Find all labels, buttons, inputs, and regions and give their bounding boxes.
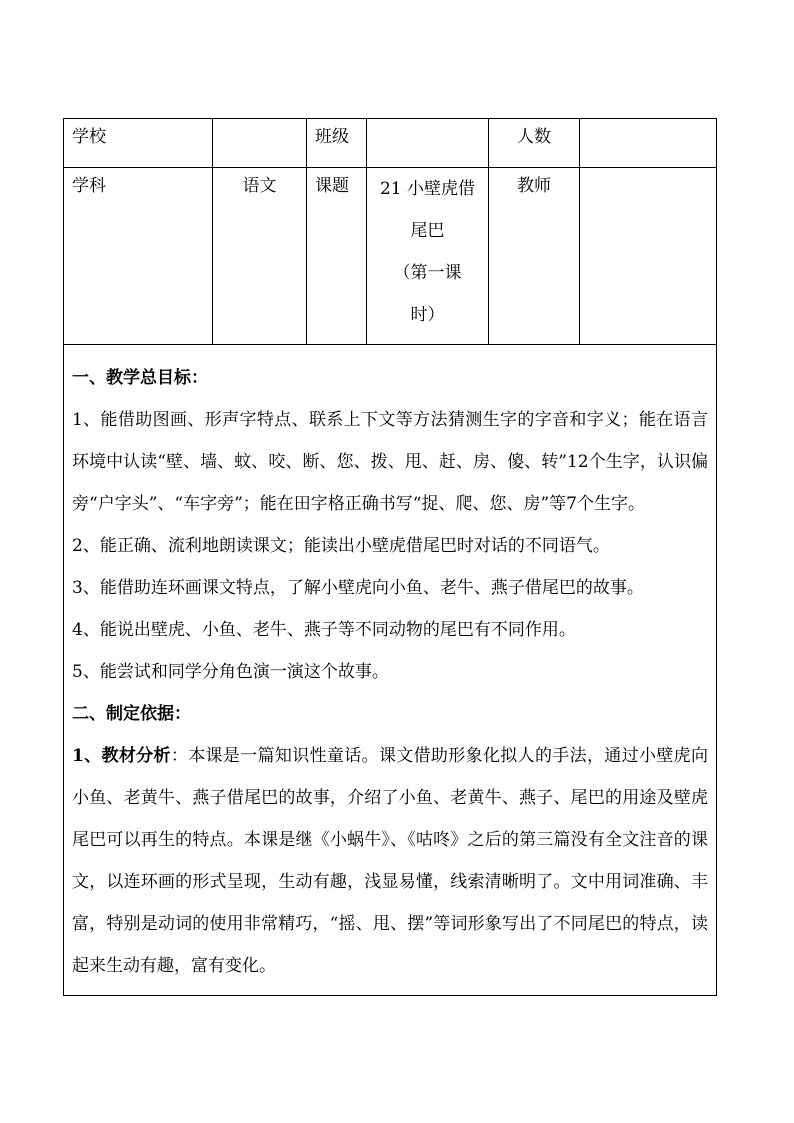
teacher-value [580, 168, 717, 345]
goal-item-5: 5、能尝试和同学分角色演一演这个故事。 [72, 662, 389, 682]
school-label: 学校 [64, 119, 213, 168]
section2-heading: 二、制定依据： [72, 704, 191, 724]
content-row [64, 345, 717, 996]
lesson-plan-table [63, 118, 717, 996]
topic-value [367, 168, 489, 345]
analysis-text: 本课是一篇知识性童话。课文借助形象化拟人的手法，通过小壁虎向小鱼、老黄牛、燕子借尾巴的故事，介绍了小鱼、老黄牛、燕子、尾巴的用途及壁虎尾巴可以再生的特点。本课是继《小蜗牛》、《咕咚》之后的第三篇没有全文注音的课文，以连环画的形式呈现，生动有趣，浅显易懂，线索清晰明了。文中用词准确、丰富，特别是动词的使用非常精巧，“摇、甩、摆”等词形象写出了不同尾巴的特点，读起来生动有趣，富有变化。 [72, 746, 708, 976]
header-row-2 [64, 168, 717, 345]
topic-label: 课题 [307, 168, 367, 345]
subject-label: 学科 [64, 168, 213, 345]
analysis-colon: ： [170, 746, 189, 766]
goal-item-2: 2、能正确、流利地朗读课文；能读出小壁虎借尾巴时对话的不同语气。 [72, 536, 610, 556]
topic-line: 时） [410, 305, 445, 325]
goal-item-4: 4、能说出壁虎、小鱼、老牛、燕子等不同动物的尾巴有不同作用。 [72, 620, 576, 640]
analysis-lead: 1、教材分析 [72, 746, 171, 766]
count-label: 人数 [489, 119, 580, 168]
school-value [213, 119, 307, 168]
header-row-1 [64, 119, 717, 168]
goal-item-3: 3、能借助连环画课文特点，了解小壁虎向小鱼、老牛、燕子借尾巴的故事。 [72, 578, 644, 598]
analysis-paragraph [72, 735, 708, 987]
topic-line: 21 小壁虎借 [379, 179, 476, 199]
content-cell [64, 345, 717, 996]
topic-line: 尾巴 [410, 221, 445, 241]
topic-line: （第一课 [393, 263, 462, 283]
subject-value: 语文 [213, 168, 307, 345]
teacher-label: 教师 [489, 168, 580, 345]
goal-item-1: 1、能借助图画、形声字特点、联系上下文等方法猜测生字的字音和字义；能在语言环境中认读“壁、墙、蚊、咬、断、您、拨、甩、赶、房、傻、转”12个生字，认识偏旁“户字头”、“车字旁”；能在田字格正确书写“捉、爬、您、房”等7个生字。 [72, 410, 708, 514]
class-label: 班级 [307, 119, 367, 168]
count-value [580, 119, 717, 168]
class-value [367, 119, 489, 168]
section1-heading: 一、教学总目标： [72, 368, 208, 388]
